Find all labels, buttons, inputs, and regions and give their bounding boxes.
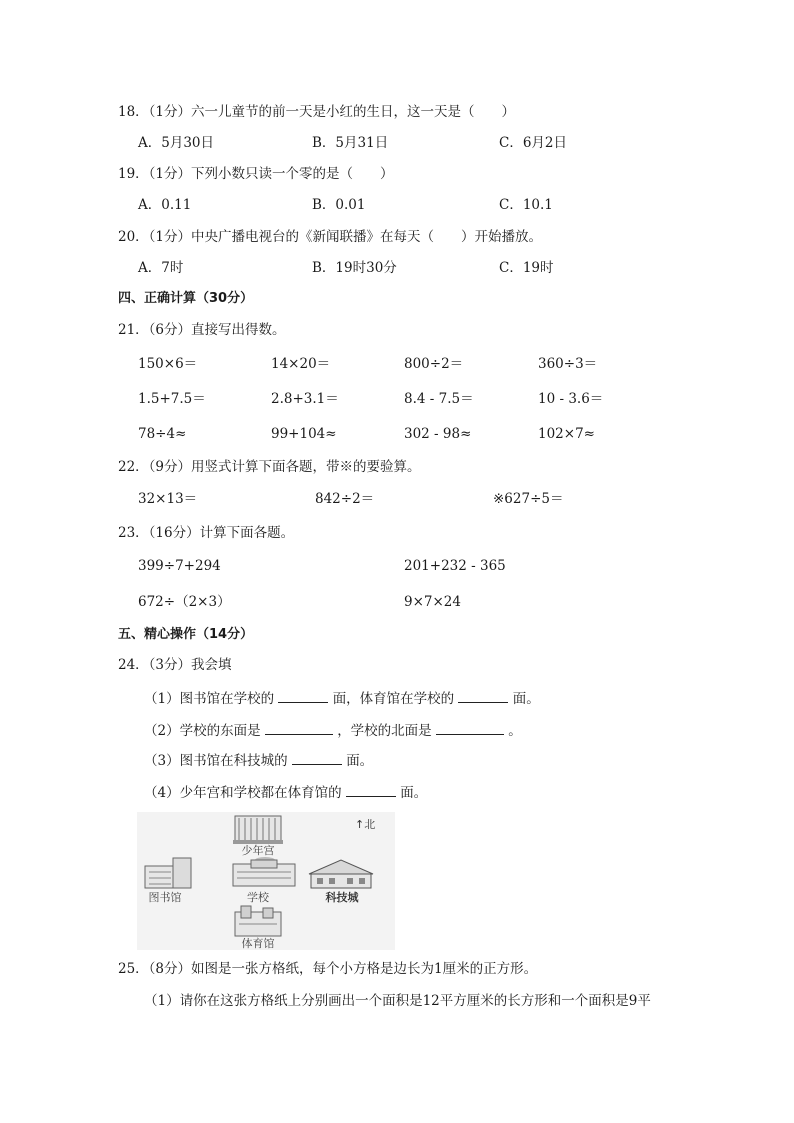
- q18-option-b: B．5月31日: [312, 135, 389, 151]
- q25-stem: 25．（8分）如图是一张方格纸，每个小方格是边长为1厘米的正方形。: [118, 961, 538, 977]
- q18-option-c: C．6月2日: [499, 135, 568, 151]
- answer-blank[interactable]: [292, 751, 342, 765]
- q25-sub1: （1）请你在这张方格纸上分别画出一个面积是12平方厘米的长方形和一个面积是9平: [144, 993, 651, 1009]
- q21-expr: 10 - 3.6＝: [538, 391, 604, 407]
- q24-sub2: [144, 721, 522, 740]
- youth-palace-label: 少年宫: [241, 844, 275, 857]
- q24-sub1-text: 面。: [512, 691, 540, 707]
- q21-expr: 800÷2＝: [404, 356, 464, 372]
- q24-sub4: [144, 783, 427, 802]
- q24-sub4-text: （4）少年宫和学校都在体育馆的: [144, 785, 342, 801]
- school-label: 学校: [247, 891, 269, 904]
- answer-blank[interactable]: [265, 721, 333, 735]
- q20-stem: 20．（1分）中央广播电视台的《新闻联播》在每天（ ）开始播放。: [118, 229, 543, 245]
- q24-sub4-text: 面。: [400, 785, 428, 801]
- answer-blank[interactable]: [458, 689, 508, 703]
- q22-stem: 22．（9分）用竖式计算下面各题，带※的要验算。: [118, 459, 421, 475]
- q24-sub3-text: 面。: [346, 753, 374, 769]
- q20-option-a: A．7时: [138, 260, 184, 276]
- q24-sub2-text: （2）学校的东面是: [144, 723, 261, 739]
- q22-item: ※627÷5＝: [493, 491, 564, 507]
- library-label: 图书馆: [148, 891, 182, 904]
- q21-expr: 102×7≈: [538, 426, 595, 442]
- q22-item: 842÷2＝: [315, 491, 375, 507]
- q20-option-c: C．19时: [499, 260, 554, 276]
- answer-blank[interactable]: [346, 783, 396, 797]
- q24-sub1: [144, 689, 540, 708]
- q21-expr: 99+104≈: [271, 426, 337, 442]
- answer-blank[interactable]: [436, 721, 504, 735]
- q24-stem: 24．（3分）我会填: [118, 657, 232, 673]
- q19-option-b: B．0.01: [312, 197, 366, 213]
- q21-expr: 14×20＝: [271, 356, 331, 372]
- section-4-title: 四、正确计算（30分）: [118, 291, 254, 306]
- q24-sub1-text: （1）图书馆在学校的: [144, 691, 275, 707]
- q24-sub1-text: 面，体育馆在学校的: [332, 691, 455, 707]
- q18-stem: 18．（1分）六一儿童节的前一天是小红的生日，这一天是（ ）: [118, 104, 516, 120]
- q19-option-c: C．10.1: [499, 197, 553, 213]
- q21-stem: 21．（6分）直接写出得数。: [118, 322, 286, 338]
- q21-expr: 302 - 98≈: [404, 426, 472, 442]
- q23-item: 9×7×24: [404, 594, 461, 610]
- answer-blank[interactable]: [278, 689, 328, 703]
- q21-expr: 2.8+3.1＝: [271, 391, 339, 407]
- q21-expr: 150×6＝: [138, 356, 198, 372]
- q21-expr: 1.5+7.5＝: [138, 391, 206, 407]
- q21-expr: 360÷3＝: [538, 356, 598, 372]
- direction-map-figure: [137, 812, 395, 950]
- q24-sub3: [144, 751, 373, 770]
- gym-label: 体育馆: [241, 937, 275, 950]
- q19-option-a: A．0.11: [138, 197, 192, 213]
- q23-item: 672÷（2×3）: [138, 594, 231, 610]
- q21-expr: 78÷4≈: [138, 426, 187, 442]
- tech-city-label: 科技城: [325, 891, 359, 904]
- q24-sub2-text: 。: [508, 723, 522, 739]
- north-arrow-icon: ↑北: [355, 818, 376, 831]
- q23-stem: 23．（16分）计算下面各题。: [118, 525, 295, 541]
- q19-stem: 19．（1分）下列小数只读一个零的是（ ）: [118, 166, 394, 182]
- q20-option-b: B．19时30分: [312, 260, 397, 276]
- q22-item: 32×13＝: [138, 491, 198, 507]
- q21-expr: 8.4 - 7.5＝: [404, 391, 474, 407]
- q23-item: 399÷7+294: [138, 558, 221, 574]
- q24-sub2-text: ，学校的北面是: [337, 723, 432, 739]
- q24-sub3-text: （3）图书馆在科技城的: [144, 753, 288, 769]
- section-5-title: 五、精心操作（14分）: [118, 627, 254, 642]
- q18-option-a: A．5月30日: [138, 135, 215, 151]
- youth-palace-icon: [233, 816, 283, 844]
- q23-item: 201+232 - 365: [404, 558, 506, 574]
